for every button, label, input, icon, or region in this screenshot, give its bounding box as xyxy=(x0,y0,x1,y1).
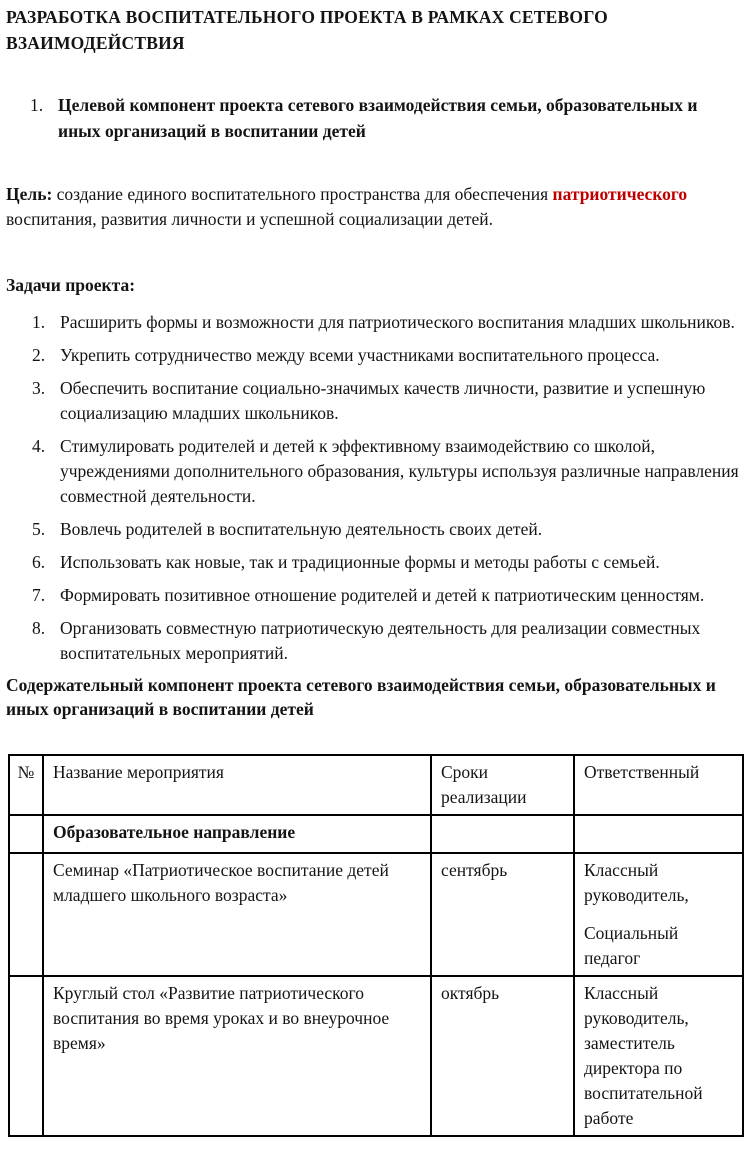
responsible-line: Социальный педагог xyxy=(584,923,679,968)
table-cell-event-name: Круглый стол «Развитие патриотического воспитания во время уроках и во внеурочное время» xyxy=(43,976,431,1136)
page-title: РАЗРАБОТКА ВОСПИТАТЕЛЬНОГО ПРОЕКТА В РАМКАХ СЕТЕВОГО ВЗАИМОДЕЙСТВИЯ xyxy=(6,7,608,53)
task-item: Расширить формы и возможности для патриотического воспитания младших школьников. xyxy=(60,312,735,332)
section-heading-target-component xyxy=(30,92,740,144)
task-item: Формировать позитивное отношение родителей и детей к патриотическим ценностям. xyxy=(60,585,705,605)
task-item: Обеспечить воспитание социально-значимых качеств личности, развитие и успешную социализацию младших школьников. xyxy=(60,378,706,423)
task-item: Вовлечь родителей в воспитательную деятельность своих детей. xyxy=(60,519,543,539)
section-heading-content-component: Содержательный компонент проекта сетевого взаимодействия семьи, образовательных и иных организаций в воспитании детей xyxy=(6,675,716,719)
table-cell-number xyxy=(9,976,43,1136)
responsible-line: Классный руководитель, xyxy=(584,860,689,905)
table-cell-number xyxy=(9,853,43,976)
table-cell-responsible xyxy=(574,976,743,1136)
table-header-row xyxy=(9,755,743,815)
table-cell-empty xyxy=(431,815,574,853)
goal-paragraph xyxy=(6,182,740,232)
schedule-table xyxy=(8,754,744,1137)
table-row xyxy=(9,976,743,1136)
section-number: 1. xyxy=(30,95,44,115)
section-title-text: Целевой компонент проекта сетевого взаимодействия семьи, образовательных и иных организаций в воспитании детей xyxy=(58,95,698,141)
table-row xyxy=(9,853,743,976)
task-item: Организовать совместную патриотическую деятельность для реализации совместных воспитательных мероприятий. xyxy=(60,618,701,663)
table-cell-empty xyxy=(9,815,43,853)
table-cell-responsible xyxy=(574,853,743,976)
table-cell-event-name: Семинар «Патриотическое воспитание детей младшего школьного возраста» xyxy=(43,853,431,976)
table-header-event-name: Название мероприятия xyxy=(43,755,431,815)
task-item: Укрепить сотрудничество между всеми участниками воспитательного процесса. xyxy=(60,345,660,365)
responsible-line: Классный руководитель, заместитель директора по воспитательной работе xyxy=(584,983,703,1128)
table-header-number: № xyxy=(9,755,43,815)
table-cell-term: сентябрь xyxy=(431,853,574,976)
tasks-list xyxy=(30,310,740,666)
table-header-terms: Сроки реализации xyxy=(431,755,574,815)
tasks-heading: Задачи проекта: xyxy=(6,275,136,295)
table-cell-term: октябрь xyxy=(431,976,574,1136)
table-section-label: Образовательное направление xyxy=(43,815,431,853)
goal-highlight: патриотического xyxy=(552,184,688,204)
table-section-row xyxy=(9,815,743,853)
task-item: Использовать как новые, так и традиционные формы и методы работы с семьей. xyxy=(60,552,660,572)
goal-text-before: создание единого воспитательного пространства для обеспечения xyxy=(52,184,553,204)
goal-text-after: воспитания, развития личности и успешной социализации детей. xyxy=(6,209,494,229)
table-cell-empty xyxy=(574,815,743,853)
goal-label: Цель: xyxy=(6,184,53,204)
table-header-responsible: Ответственный xyxy=(574,755,743,815)
task-item: Стимулировать родителей и детей к эффективному взаимодействию со школой, учреждениями дополнительного образования, культуры используя различные направления совместной деятельности. xyxy=(60,436,739,506)
